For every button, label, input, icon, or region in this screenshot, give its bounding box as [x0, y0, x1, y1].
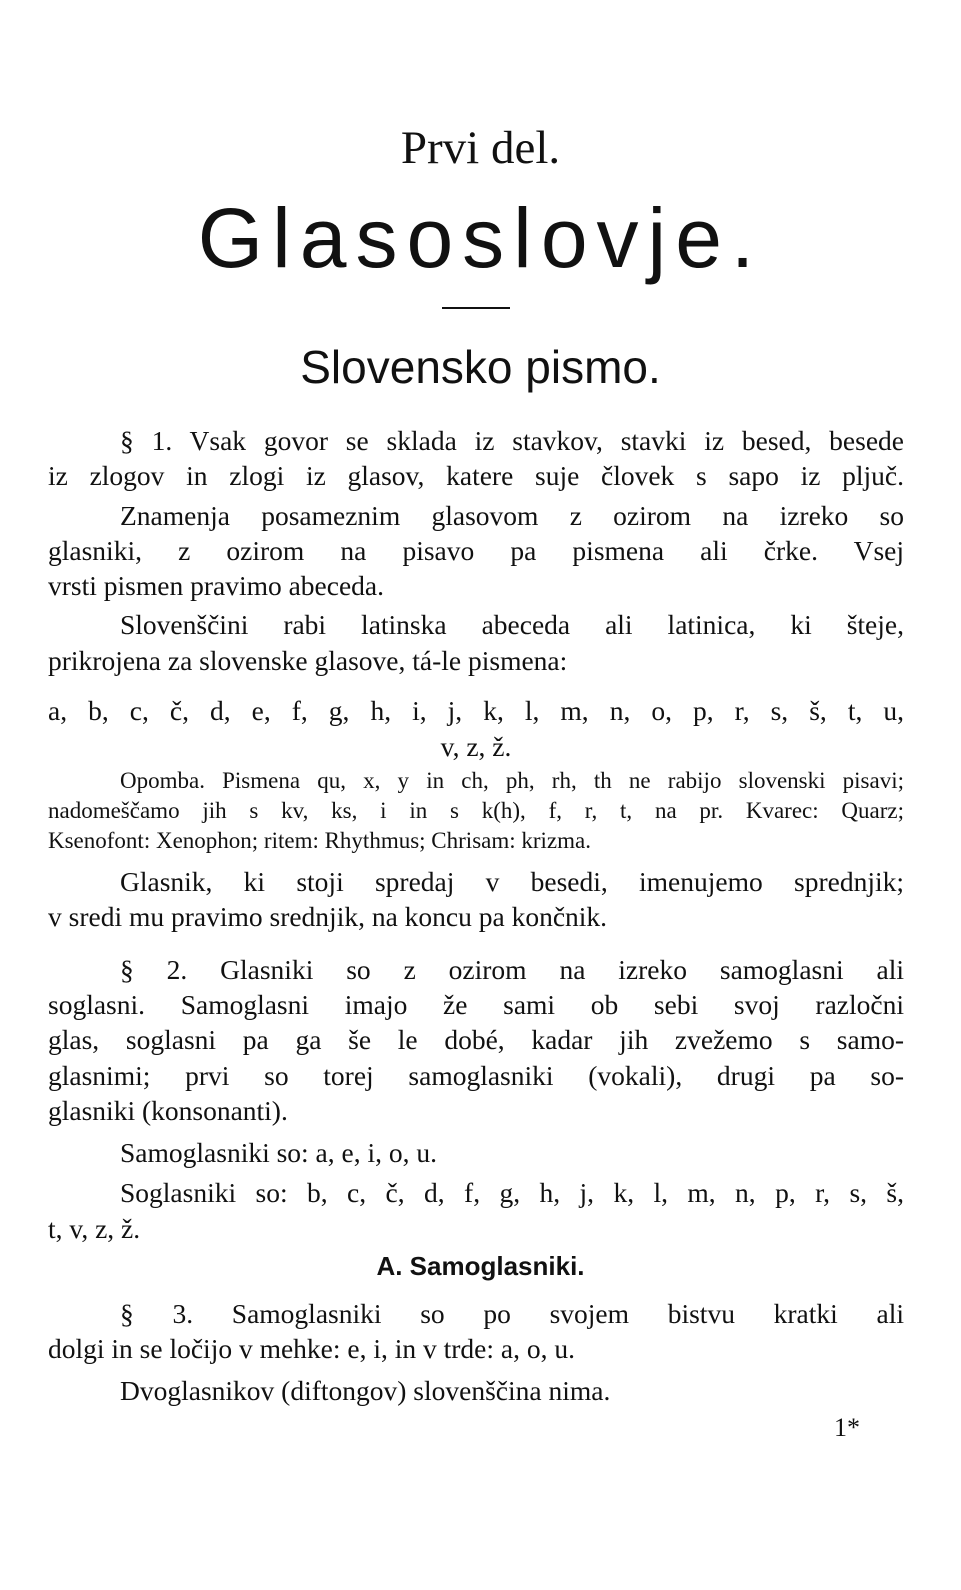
text-line: § 2. Glasniki so z ozirom na izreko samoglasni ali — [120, 954, 904, 985]
section-title: Slovensko pismo. — [300, 341, 661, 393]
text-line: iz zlogov in zlogi iz glasov, katere suje človek s sapo iz pljuč. — [48, 460, 904, 491]
chapter-title: Glasoslovje. — [197, 191, 764, 285]
title-rule — [442, 307, 510, 309]
text-line: Dvoglasnikov (diftongov) slovenščina nima. — [120, 1375, 611, 1406]
note-line: Ksenofont: Xenophon; ritem: Rhythmus; Chrisam: krizma. — [48, 828, 591, 853]
text-line: glasniki (konsonanti). — [48, 1095, 288, 1126]
text-line: vrsti pismen pravimo abeceda. — [48, 570, 385, 601]
text-line: v sredi mu pravimo srednjik, na koncu pa končnik. — [48, 901, 608, 932]
text-line: prikrojena za slovenske glasove, tá-le pismena: — [48, 645, 568, 676]
text-line: Glasnik, ki stoji spredaj v besedi, imenujemo sprednjik; — [120, 866, 904, 897]
text-line: § 1. Vsak govor se sklada iz stavkov, stavki iz besed, besede — [120, 425, 904, 456]
alphabet-line: v, z, ž. — [440, 731, 512, 762]
text-line: t, v, z, ž. — [48, 1213, 141, 1244]
note-line: Opomba. Pismena qu, x, y in ch, ph, rh, th ne rabijo slovenski pisavi; — [120, 768, 904, 793]
text-line: soglasni. Samoglasni imajo že sami ob sebi svoj razločni — [48, 989, 904, 1020]
text-line: dolgi in se ločijo v mehke: e, i, in v trde: a, o, u. — [48, 1333, 575, 1364]
alphabet-line: a, b, c, č, d, e, f, g, h, i, j, k, l, m, n, o, p, r, s, š, t, u, — [48, 695, 904, 726]
note-line: nadomeščamo jih s kv, ks, i in s k(h), f, r, t, na pr. Kvarec: Quarz; — [48, 798, 904, 823]
part-title: Prvi del. — [400, 122, 561, 174]
subsection-title: A. Samoglasniki. — [376, 1251, 585, 1281]
text-line: Slovenščini rabi latinska abeceda ali latinica, ki šteje, — [120, 609, 904, 640]
text-line: glas, soglasni pa ga še le dobé, kadar jih zvežemo s samo- — [48, 1024, 904, 1055]
text-line: Samoglasniki so: a, e, i, o, u. — [120, 1137, 437, 1168]
page-folio: 1* — [834, 1413, 860, 1442]
text-line: Znamenja posameznim glasovom z ozirom na izreko so — [120, 500, 904, 531]
text-line: § 3. Samoglasniki so po svojem bistvu kratki ali — [120, 1298, 904, 1329]
text-line: glasnimi; prvi so torej samoglasniki (vokali), drugi pa so- — [48, 1060, 904, 1091]
text-line: Soglasniki so: b, c, č, d, f, g, h, j, k, l, m, n, p, r, s, š, — [120, 1177, 904, 1208]
text-line: glasniki, z ozirom na pisavo pa pismena ali črke. Vsej — [48, 535, 904, 566]
